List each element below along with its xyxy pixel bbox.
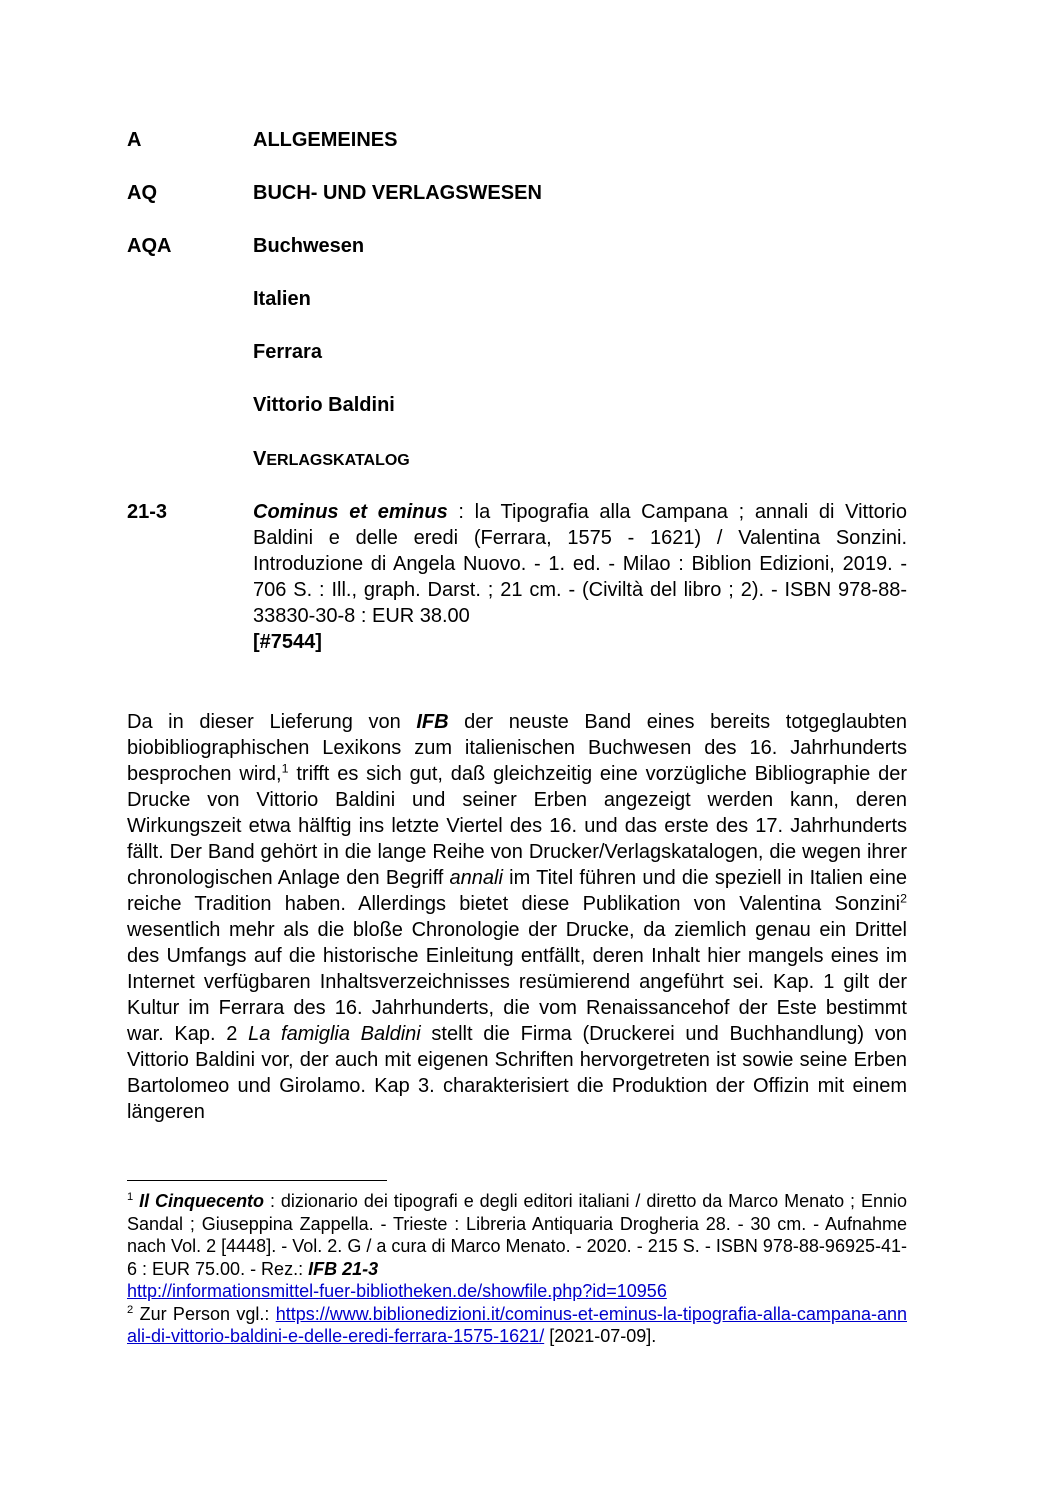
entry-description <box>253 499 907 655</box>
entry-text: : la Tipografia alla Campana ; annali di Vittorio Baldini e delle eredi (Ferrara, 1575 - 1621) / Valentina Sonzini. Introduzione di Angela Nuovo. - 1. ed. - Milao : Biblion Edizioni, 2019. - 706 S. : Ill., graph. Darst. ; 21 cm. - (Civiltà del libro ; 2). - ISBN 978-88-33830-30-8 : EUR 38.00 <box>253 501 907 627</box>
heading-label: Vittorio Baldini <box>253 394 395 416</box>
footnote-ref-1[interactable]: 1 <box>281 761 289 776</box>
heading-code: A <box>127 129 142 151</box>
footnote-separator <box>127 1180 387 1181</box>
footnote-1: $^1$ Il Cinquecento : dizionario dei tipografi e degli editori italiani / diretto da Marco Menato ; Ennio Sandal ; Giuseppina Zappella. - Trieste : Libreria Antiquaria Drogheria 28. - 30 cm. - Aufnahme nach Vol. 2 [4448]. - Vol. 2. G / a cura di Marco Menato. - 2020. - 215 S. - ISBN 978-88-96925-41-6 : EUR 75.00. - Rez.: IFB 21-3 http://informationsmittel-fuer-bibliotheken.de/showfile.php?id=10956 <box>127 1191 907 1301</box>
footnote-2: $^2$ Zur Person vgl.: https://www.biblionedizioni.it/cominus-et-eminus-la-tipografia-alla-campana-annali-di-vittorio-baldini-e-delle-eredi-ferrara-1575-1621/ [2021-07-09]. <box>127 1303 907 1346</box>
entry-id: [#7544] <box>253 631 322 653</box>
heading-label: Italien <box>253 288 311 310</box>
footnote-2-link[interactable]: https://www.biblionedizioni.it/cominus-et-eminus-la-tipografia-alla-campana-annali-di-vittorio-baldini-e-delle-eredi-ferrara-1575-1621/ <box>127 1303 907 1346</box>
heading-label: Ferrara <box>253 341 322 363</box>
heading-label: BUCH- UND VERLAGSWESEN <box>253 182 542 204</box>
footnote-1-link[interactable]: http://informationsmittel-fuer-bibliotheken.de/showfile.php?id=10956 <box>127 1281 667 1301</box>
footnote-ref-2[interactable]: 2 <box>900 891 907 906</box>
entry-title: Cominus et eminus <box>253 501 448 523</box>
footnotes <box>127 1190 907 1348</box>
footnote-1-title: Il Cinquecento <box>139 1191 265 1211</box>
heading-label: ALLGEMEINES <box>253 129 398 151</box>
verlagskatalog-heading: VERLAGSKATALOG <box>253 448 410 470</box>
ifb-abbrev: IFB <box>416 711 449 733</box>
entry-code: 21-3 <box>127 501 168 523</box>
review-body: Da in dieser Lieferung von IFB der neuste Band eines bereits totgeglaubten biobibliographischen Lexikons zum italienischen Buchwesen des 16. Jahrhunderts besprochen wird,$^1$ trifft es sich gut, daß gleichzeitig eine vorzügliche Bibliographie der Drucke von Vittorio Baldini und seiner Erben angezeigt werden kann, deren Wirkungszeit etwa hälftig ins letzte Viertel des 16. und das erste des 17. Jahrhunderts fällt. Der Band gehört in die lange Reihe von Drucker/Verlagskatalogen, die wegen ihrer chronologischen Anlage den Begriff annali im Titel führen und die speziell in Italien eine reiche Tradition haben. Allerdings bietet diese Publikation von Valentina Sonzini$^2$ wesentlich mehr als die bloße Chronologie der Drucke, da ziemlich genau ein Drittel des Umfangs auf die historische Einleitung entfällt, deren Inhalt hier mangels eines im Internet verfügbaren Inhaltsverzeichnisses resümierend angeführt sei. Kap. 1 gilt der Kultur im Ferrara des 16. Jahrhunderts, die vom Renaissancehof der Este bestimmt war. Kap. 2 La famiglia Baldini stellt die Firma (Druckerei und Buchhandlung) von Vittorio Baldini vor, der auch mit eigenen Schriften hervorgetreten ist sowie seine Erben Bartolomeo und Girolamo. Kap 3. charakterisiert die Produktion der Offizin mit einem längeren <box>127 711 907 1123</box>
heading-label: Buchwesen <box>253 235 365 257</box>
heading-code: AQ <box>127 182 157 204</box>
heading-code: AQA <box>127 235 172 257</box>
